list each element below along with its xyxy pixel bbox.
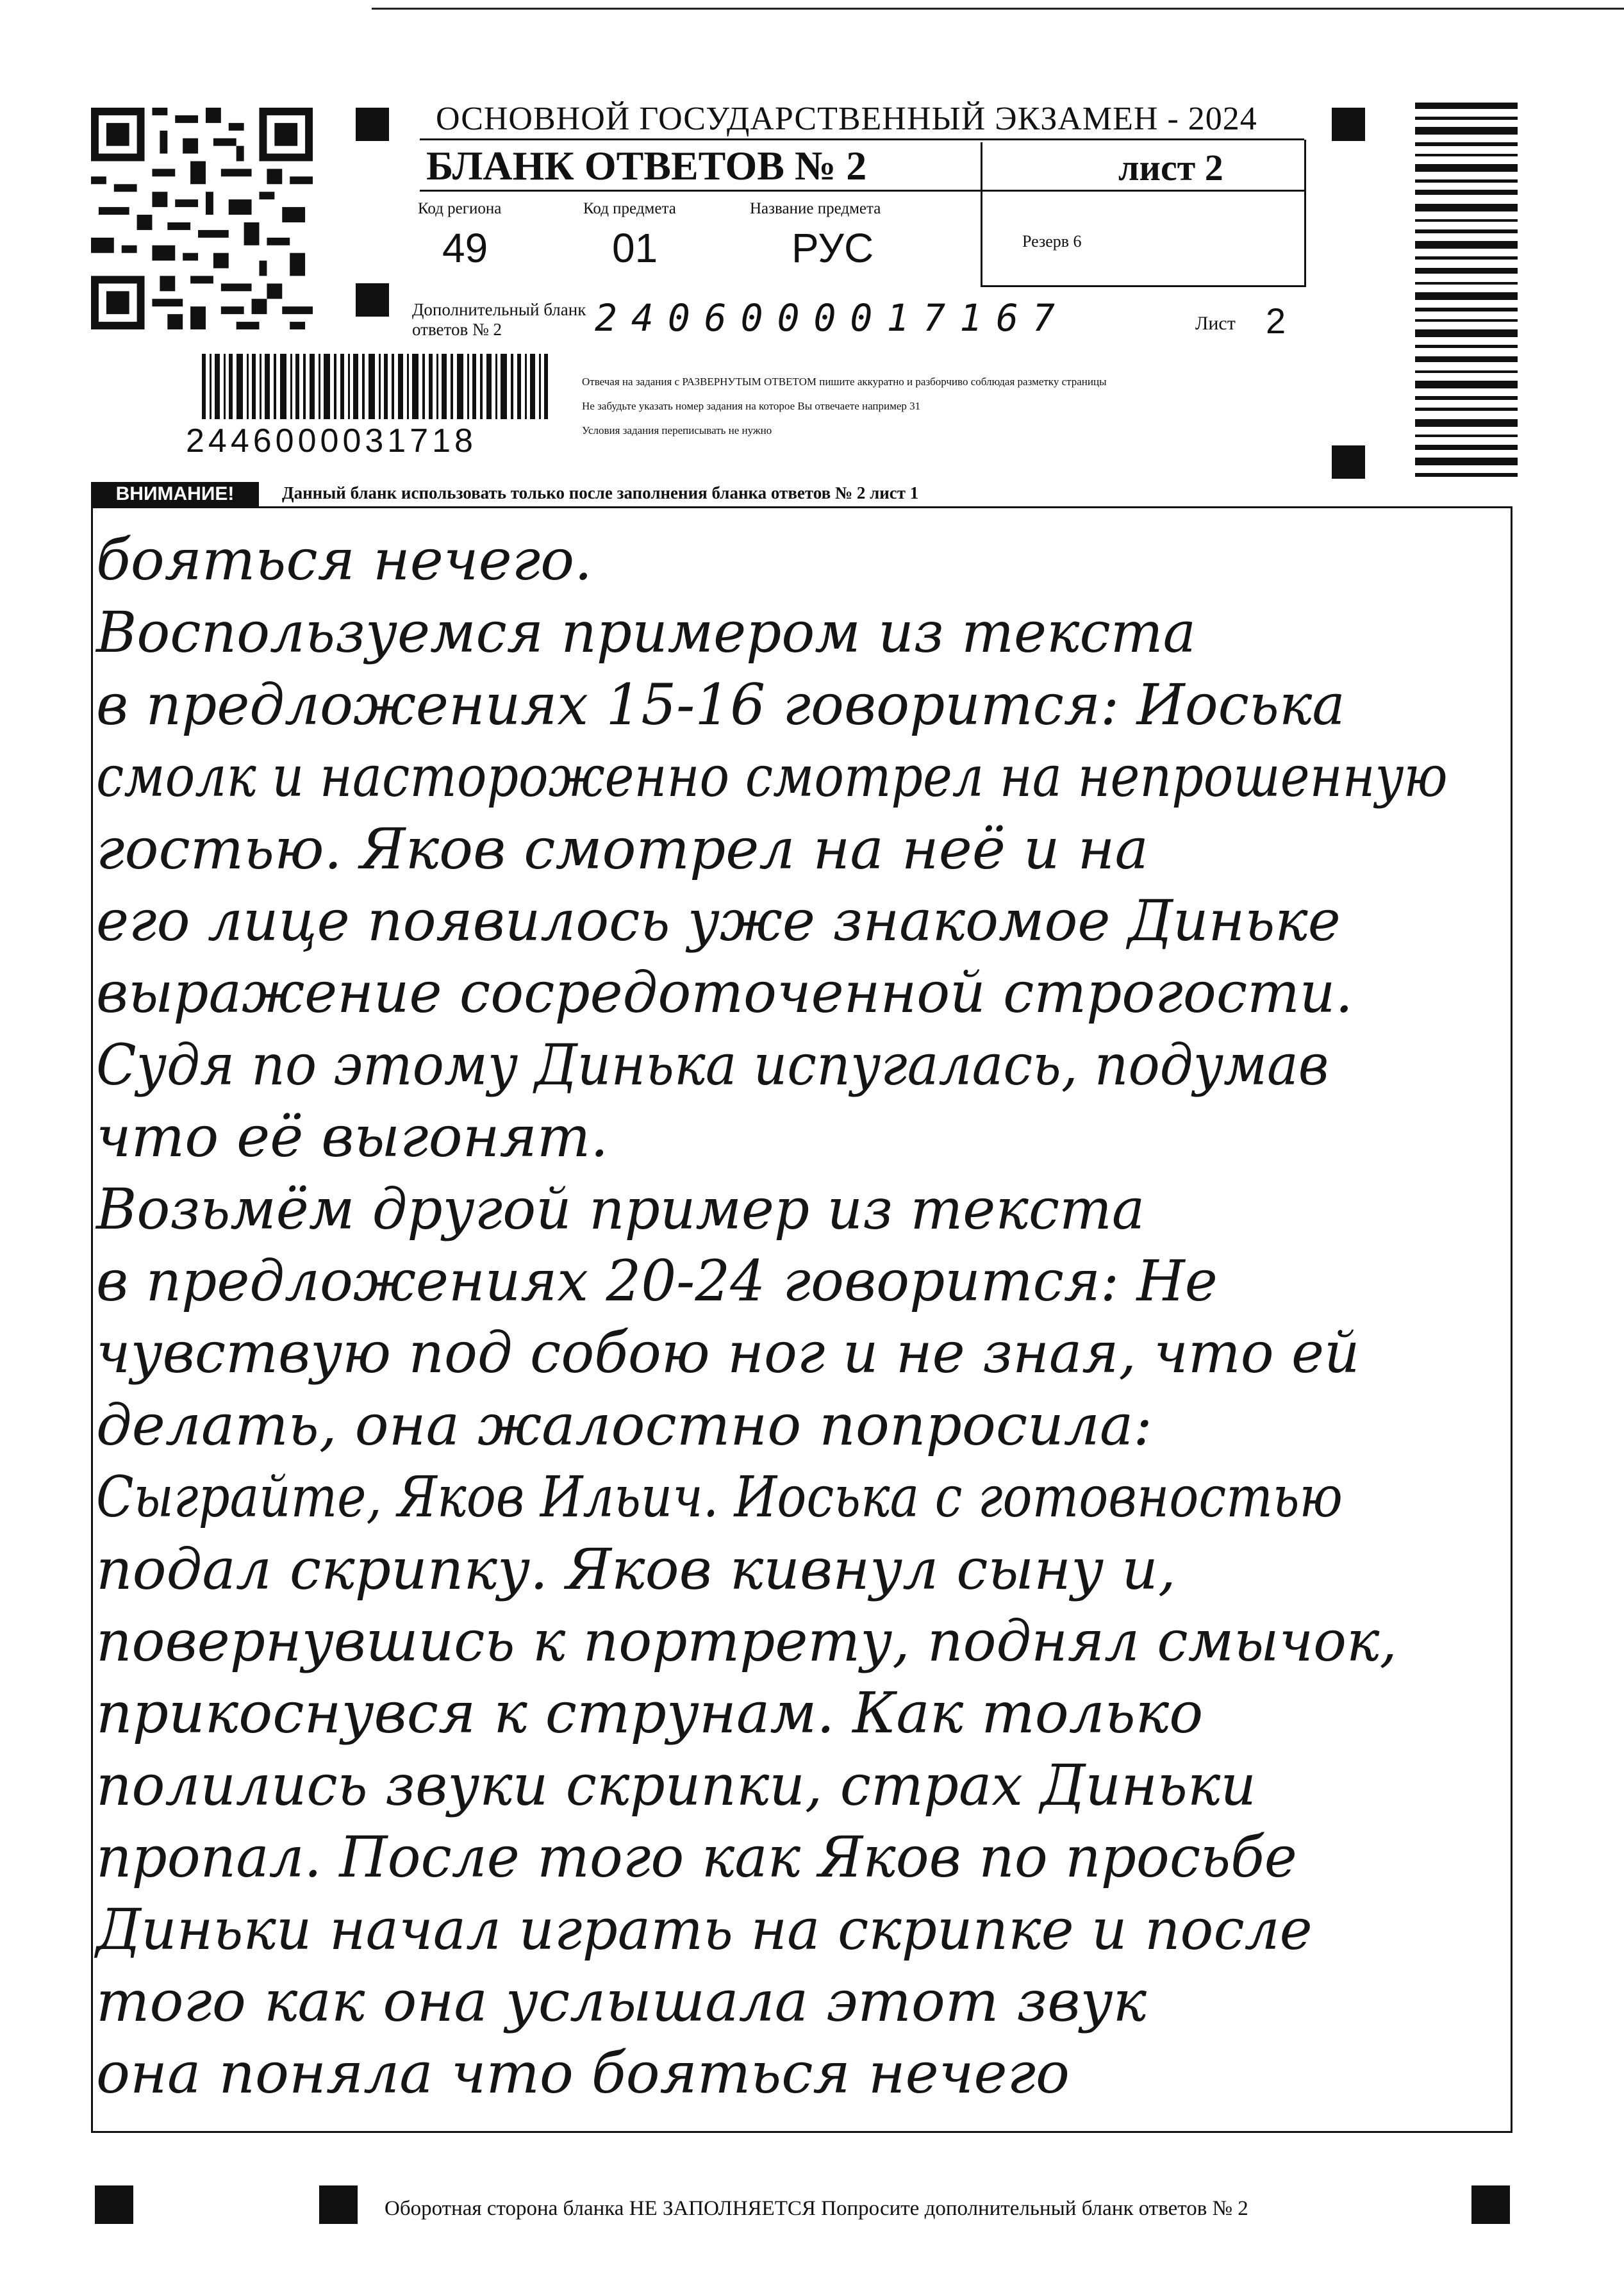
- handwriting-line: она поняла что бояться нечего: [96, 2040, 1070, 2106]
- handwriting-line: пропал. После того как Яков по просьбе: [96, 1824, 1297, 1890]
- subject-code-field: 01: [612, 225, 658, 271]
- handwriting-line: Сыграйте, Яков Ильич. Иоська с готовностью: [96, 1464, 1343, 1530]
- handwriting-line: смолк и настороженно смотрел на непрошенную: [96, 743, 1448, 809]
- alignment-marker-top-left: [356, 108, 389, 141]
- handwriting-line: что её выгонят.: [96, 1104, 609, 1170]
- top-border-line: [372, 8, 1624, 10]
- handwriting-line: повернувшись к портрету, поднял смычок,: [96, 1608, 1397, 1674]
- exam-title: ОСНОВНОЙ ГОСУДАРСТВЕННЫЙ ЭКЗАМЕН - 2024: [436, 101, 1257, 137]
- attention-badge: ВНИМАНИЕ!: [91, 482, 259, 506]
- handwriting-line: полились звуки скрипки, страх Диньки: [96, 1752, 1256, 1818]
- handwriting-line: бояться нечего.: [96, 527, 593, 593]
- instruction-line-2: Не забудьте указать номер задания на которое Вы отвечаете например 31: [582, 400, 921, 412]
- handwriting-line: выражение сосредоточенной строгости.: [96, 959, 1353, 1025]
- form-name: БЛАНК ОТВЕТОВ № 2: [426, 143, 867, 188]
- header-divider: [981, 142, 982, 286]
- handwriting-line: чувствую под собою ног и не зная, что ей: [96, 1320, 1360, 1386]
- handwriting-line: прикоснувся к струнам. Как только: [96, 1680, 1204, 1746]
- handwriting-line: Возьмём другой пример из текста: [96, 1176, 1145, 1242]
- reserve-field: Резерв 6: [1022, 232, 1082, 251]
- footer-marker-right: [1471, 2185, 1510, 2224]
- footer-note: Оборотная сторона бланка НЕ ЗАПОЛНЯЕТСЯ Попросите дополнительный бланк ответов № 2: [385, 2197, 1248, 2220]
- additional-form-label: Дополнительный бланк ответов № 2: [412, 300, 586, 339]
- linear-barcode: [202, 354, 548, 419]
- handwriting-line: делать, она жалостно попросила:: [96, 1392, 1152, 1458]
- attention-text: Данный бланк использовать только после заполнения бланка ответов № 2 лист 1: [282, 483, 919, 502]
- handwriting-line: Воспользуемся примером из текста: [96, 599, 1197, 665]
- sheet-label: лист 2: [1118, 147, 1223, 188]
- alignment-marker-top-right: [1332, 108, 1365, 141]
- footer-marker-left: [95, 2185, 133, 2224]
- subject-code-label: Код предмета: [583, 200, 676, 217]
- region-code-field: 49: [442, 225, 488, 271]
- barcode-number: 2446000031718: [186, 422, 477, 460]
- handwriting-line: в предложениях 15-16 говорится: Иоська: [96, 672, 1345, 738]
- alignment-marker-mid-left: [356, 283, 389, 317]
- subject-name-label: Название предмета: [750, 200, 881, 217]
- handwriting-line: Диньки начал играть на скрипке и после: [96, 1896, 1313, 1962]
- subject-name-field: РУС: [791, 225, 874, 271]
- instruction-line-1: Отвечая на задания с РАЗВЕРНУТЫМ ОТВЕТОМ пишите аккуратно и разборчиво соблюдая разметку страницы: [582, 376, 1107, 388]
- handwriting-line: в предложениях 20-24 говорится: Не: [96, 1248, 1218, 1314]
- handwriting-line: подал скрипку. Яков кивнул сыну и,: [96, 1536, 1176, 1602]
- header-rule: [420, 190, 1304, 192]
- list-label: Лист: [1195, 313, 1236, 334]
- handwriting-line: его лице появилось уже знакомое Диньке: [96, 888, 1341, 954]
- instruction-line-3: Условия задания переписывать не нужно: [582, 424, 772, 436]
- additional-form-number: 2406000017167: [595, 296, 1069, 340]
- header-bottom-rule: [981, 285, 1304, 287]
- title-rule: [420, 138, 1304, 140]
- list-value: 2: [1266, 301, 1286, 341]
- footer-marker-center: [319, 2185, 358, 2224]
- alignment-marker-mid-right: [1332, 445, 1365, 479]
- qr-code: [91, 108, 313, 329]
- handwriting-line: того как она услышала этот звук: [96, 1968, 1147, 2034]
- header-right-border: [1304, 140, 1306, 287]
- region-code-label: Код региона: [418, 200, 502, 217]
- vertical-barcode: [1415, 103, 1518, 481]
- handwriting-line: гостью. Яков смотрел на неё и на: [96, 816, 1148, 882]
- handwriting-line: Судя по этому Динька испугалась, подумав: [96, 1032, 1329, 1098]
